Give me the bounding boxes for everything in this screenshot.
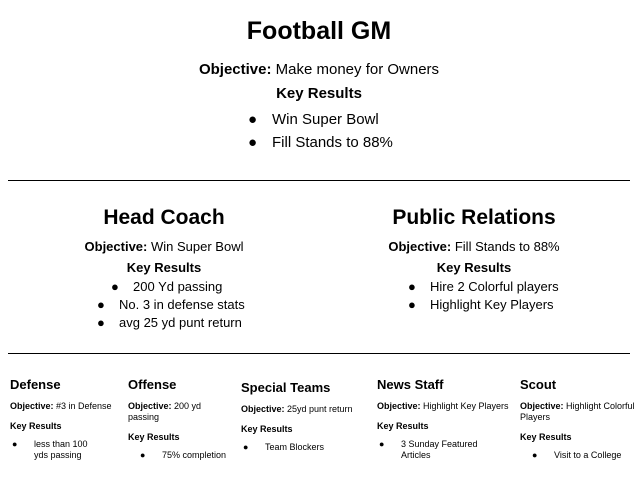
- defense-key-results-list: [10, 439, 118, 461]
- objective-label: Objective:: [10, 401, 54, 411]
- public-relations-key-results-heading: Key Results: [436, 260, 512, 275]
- list-item: [10, 439, 118, 461]
- key-result-text: 200 Yd passing: [133, 279, 223, 294]
- list-item: [408, 278, 559, 296]
- objective-text: #3 in Defense: [53, 401, 112, 411]
- list-item: [377, 439, 512, 461]
- bullet-icon: ●: [248, 134, 258, 151]
- list-item: [138, 450, 228, 461]
- defense-key-results-heading: Key Results: [10, 421, 62, 431]
- offense-key-results-heading: Key Results: [128, 432, 180, 442]
- bullet-icon: ●: [532, 450, 538, 460]
- objective-text: Make money for Owners: [271, 61, 440, 78]
- head-coach-key-results-list: [97, 278, 245, 332]
- bullet-icon: ●: [408, 279, 416, 294]
- objective-label: Objective:: [388, 239, 452, 254]
- defense-column: [10, 377, 118, 461]
- gm-key-results-list: [248, 108, 393, 154]
- news-staff-objective: [377, 401, 512, 412]
- bullet-icon: ●: [379, 439, 385, 449]
- head-coach-title: Head Coach: [103, 206, 225, 229]
- special-teams-key-results-list: [241, 442, 371, 453]
- objective-label: Objective:: [520, 401, 564, 411]
- news-staff-title: News Staff: [377, 377, 444, 392]
- objective-label: Objective:: [377, 401, 421, 411]
- list-item: [97, 314, 245, 332]
- objective-text: Highlight Colorful Players: [520, 401, 635, 422]
- list-item: [97, 278, 245, 296]
- divider: [8, 353, 630, 354]
- key-result-text: Hire 2 Colorful players: [430, 279, 559, 294]
- list-item: [248, 131, 393, 154]
- objective-label: Objective:: [84, 239, 148, 254]
- objective-label: Objective:: [241, 404, 285, 414]
- offense-column: [128, 377, 228, 461]
- list-item: [530, 450, 636, 461]
- offense-title: Offense: [128, 377, 177, 392]
- key-result-text: Fill Stands to 88%: [272, 134, 393, 151]
- bullet-icon: ●: [248, 111, 258, 128]
- objective-text: Highlight Key Players: [420, 401, 509, 411]
- objective-label: Objective:: [198, 61, 272, 78]
- public-relations-key-results-list: [408, 278, 559, 314]
- key-result-text: Team Blockers: [265, 442, 325, 452]
- news-staff-key-results-heading: Key Results: [377, 421, 429, 431]
- gm-objective: [0, 61, 638, 78]
- list-item: [248, 108, 393, 131]
- key-result-text: Highlight Key Players: [430, 297, 554, 312]
- key-result-text: avg 25 yd punt return: [119, 315, 242, 330]
- scout-key-results-heading: Key Results: [520, 432, 572, 442]
- bullet-icon: ●: [408, 297, 416, 312]
- list-item: [241, 442, 371, 453]
- key-result-text: 3 Sunday Featured Articles: [401, 439, 478, 460]
- news-staff-key-results-list: [377, 439, 512, 461]
- news-staff-column: [377, 377, 512, 461]
- objective-text: 200 yd passing: [128, 401, 202, 422]
- objective-text: Fill Stands to 88%: [451, 239, 560, 254]
- list-item: [408, 296, 559, 314]
- bullet-icon: ●: [111, 279, 119, 294]
- key-result-text: Visit to a College: [554, 450, 622, 460]
- special-teams-column: [241, 380, 371, 453]
- page-title: Football GM: [246, 17, 392, 45]
- head-coach-objective: [64, 239, 264, 254]
- key-result-text: Win Super Bowl: [272, 111, 379, 128]
- bullet-icon: ●: [243, 442, 249, 452]
- scout-title: Scout: [520, 377, 557, 392]
- list-item: [97, 296, 245, 314]
- key-result-text: less than 100 yds passing: [34, 439, 88, 460]
- key-result-text: No. 3 in defense stats: [119, 297, 245, 312]
- bullet-icon: ●: [97, 297, 105, 312]
- objective-label: Objective:: [128, 401, 172, 411]
- public-relations-title: Public Relations: [392, 206, 556, 229]
- bullet-icon: ●: [97, 315, 105, 330]
- divider: [8, 180, 630, 181]
- bullet-icon: ●: [140, 450, 146, 460]
- defense-objective: [10, 401, 118, 412]
- scout-objective: [520, 401, 636, 423]
- special-teams-key-results-heading: Key Results: [241, 424, 293, 434]
- special-teams-title: Special Teams: [241, 380, 331, 395]
- key-result-text: 75% completion: [162, 450, 227, 460]
- objective-text: 25yd punt return: [284, 404, 353, 414]
- offense-objective: [128, 401, 208, 423]
- defense-title: Defense: [10, 377, 61, 392]
- bullet-icon: ●: [12, 439, 18, 449]
- scout-column: [520, 377, 636, 461]
- public-relations-objective: [374, 239, 574, 254]
- head-coach-key-results-heading: Key Results: [126, 260, 202, 275]
- special-teams-objective: [241, 404, 371, 415]
- objective-text: Win Super Bowl: [147, 239, 244, 254]
- offense-key-results-list: [128, 450, 228, 461]
- scout-key-results-list: [520, 450, 636, 461]
- gm-key-results-heading: Key Results: [276, 85, 362, 102]
